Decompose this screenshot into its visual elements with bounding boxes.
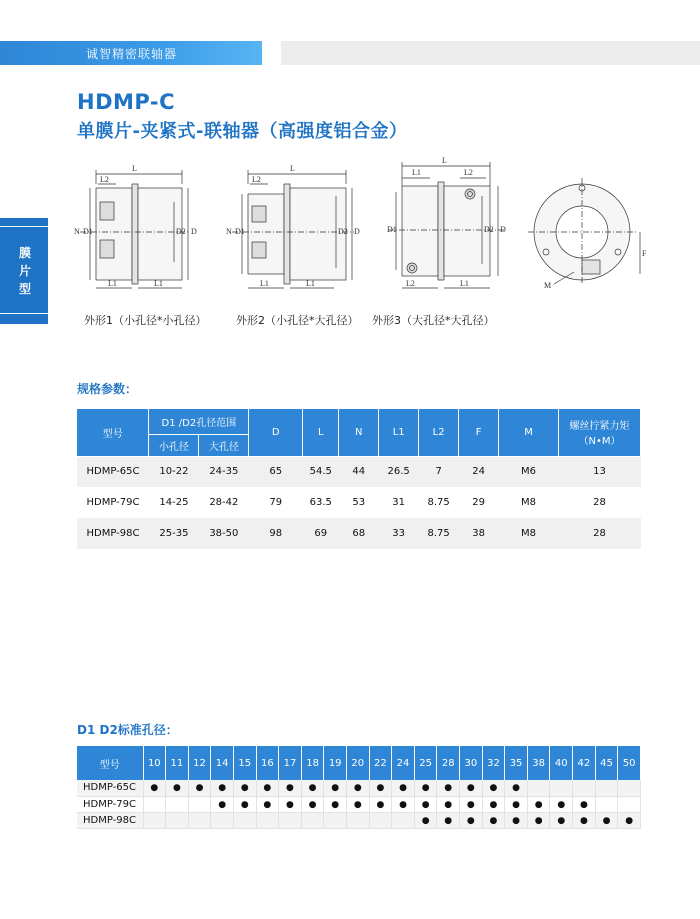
svg-text:D1: D1 [83, 227, 93, 236]
svg-text:L: L [132, 164, 137, 173]
availability-dot: ● [240, 783, 249, 794]
svg-text:L2: L2 [252, 175, 261, 184]
bore-cell [143, 796, 166, 812]
table-row [77, 812, 641, 828]
table-row: HDMP-65C 10-22 24-35 65 54.5 44 26.5 7 24 M6 13 [77, 456, 641, 487]
bore-size-19: 19 [324, 746, 347, 780]
bore-cell [460, 780, 483, 796]
availability-dot: ● [534, 815, 543, 826]
availability-dot: ● [421, 783, 430, 794]
bore-size-11: 11 [166, 746, 189, 780]
header-N: N [339, 409, 379, 456]
bore-cell [233, 780, 256, 796]
bore-size-24: 24 [392, 746, 415, 780]
bore-cell [143, 812, 166, 828]
bore-row-model: HDMP-79C [77, 796, 143, 812]
bore-cell [188, 796, 211, 812]
bore-size-20: 20 [346, 746, 369, 780]
header-L2: L2 [419, 409, 459, 456]
bore-cell [279, 812, 302, 828]
bore-size-12: 12 [188, 746, 211, 780]
bore-cell [346, 812, 369, 828]
availability-dot: ● [466, 783, 475, 794]
bore-cell [618, 796, 641, 812]
drawing-end-view [528, 176, 658, 296]
bore-cell [188, 812, 211, 828]
header-F: F [459, 409, 499, 456]
svg-text:L1: L1 [154, 279, 163, 288]
availability-dot: ● [286, 783, 294, 794]
bore-cell [369, 812, 392, 828]
bore-cell [324, 780, 347, 796]
availability-dot: ● [625, 815, 634, 826]
availability-dot: ● [308, 783, 317, 794]
bore-cell [527, 780, 550, 796]
svg-text:M: M [544, 281, 552, 290]
bore-cell [527, 796, 550, 812]
bore-size-10: 10 [143, 746, 166, 780]
bore-row-model: HDMP-65C [77, 780, 143, 796]
availability-dot: ● [489, 799, 498, 810]
side-tab-label: 膜 片 型 [18, 246, 31, 296]
table-row [77, 796, 641, 812]
bore-cell [256, 796, 279, 812]
bore-size-25: 25 [414, 746, 437, 780]
bore-cell [301, 796, 324, 812]
header-L: L [303, 409, 339, 456]
caption-form-2: 外形2（小孔径*大孔径） [236, 314, 359, 327]
bore-cell [550, 796, 573, 812]
bore-size-16: 16 [256, 746, 279, 780]
bore-size-22: 22 [369, 746, 392, 780]
availability-dot: ● [557, 799, 566, 810]
availability-dot: ● [489, 783, 498, 794]
page-subtitle: 单膜片-夹紧式-联轴器（高强度铝合金） [77, 121, 408, 142]
availability-dot: ● [512, 815, 520, 826]
availability-dot: ● [195, 783, 204, 794]
bore-cell [279, 780, 302, 796]
availability-dot: ● [286, 799, 294, 810]
bore-cell [369, 780, 392, 796]
bore-cell [256, 812, 279, 828]
availability-dot: ● [263, 799, 272, 810]
bore-cell [437, 812, 460, 828]
header-small-bore: 小孔径 [149, 434, 199, 456]
availability-dot: ● [421, 815, 430, 826]
svg-text:D: D [191, 227, 197, 236]
table-row: HDMP-79C 14-25 28-42 79 63.5 53 31 8.75 29 M8 28 [77, 487, 641, 518]
availability-dot: ● [466, 799, 475, 810]
svg-text:D2: D2 [176, 227, 186, 236]
availability-dot: ● [376, 783, 385, 794]
svg-text:D: D [354, 227, 360, 236]
availability-dot: ● [331, 799, 340, 810]
header-gray-bar [281, 41, 700, 65]
bore-cell [211, 780, 234, 796]
availability-dot: ● [512, 799, 520, 810]
caption-form-3: 外形3（大孔径*大孔径） [372, 314, 495, 327]
bore-cell [595, 812, 618, 828]
svg-text:F: F [642, 249, 647, 258]
availability-dot: ● [602, 815, 611, 826]
header-torque: 螺丝拧紧力矩 （N•M） [558, 409, 640, 456]
bore-cell [573, 796, 596, 812]
bore-size-35: 35 [505, 746, 528, 780]
bore-cell [618, 812, 641, 828]
bore-cell [392, 812, 415, 828]
bore-cell [166, 780, 189, 796]
availability-dot: ● [263, 783, 272, 794]
bore-row-model: HDMP-98C [77, 812, 143, 828]
bore-cell [460, 796, 483, 812]
bore-cell [437, 780, 460, 796]
drawing-form-3 [380, 152, 515, 302]
svg-text:D2: D2 [484, 225, 494, 234]
header-model: 型号 [77, 409, 149, 456]
svg-text:N: N [74, 227, 80, 236]
availability-dot: ● [376, 799, 385, 810]
bore-cell [279, 796, 302, 812]
bore-cell [301, 812, 324, 828]
bore-cell [550, 780, 573, 796]
brand-bar [0, 41, 262, 65]
bore-size-17: 17 [279, 746, 302, 780]
availability-dot: ● [579, 799, 588, 810]
bore-size-50: 50 [618, 746, 641, 780]
bore-cell [256, 780, 279, 796]
drawing-form-2 [222, 162, 362, 302]
availability-dot: ● [218, 799, 227, 810]
bore-size-18: 18 [301, 746, 324, 780]
availability-dot: ● [444, 815, 453, 826]
bore-cell [414, 780, 437, 796]
bore-cell [233, 796, 256, 812]
bore-cell [233, 812, 256, 828]
bore-cell [482, 780, 505, 796]
header-L1: L1 [379, 409, 419, 456]
spec-table [77, 409, 641, 549]
bore-size-42: 42 [573, 746, 596, 780]
bore-cell [324, 812, 347, 828]
bore-cell [573, 780, 596, 796]
header-M: M [499, 409, 559, 456]
header-bore-range: D1 /D2孔径范围 [149, 409, 249, 434]
availability-dot: ● [150, 783, 159, 794]
bore-cell [595, 796, 618, 812]
bore-header-model: 型号 [77, 746, 143, 780]
spec-section-label: 规格参数： [77, 382, 138, 396]
bore-cell [346, 780, 369, 796]
svg-text:L1: L1 [306, 279, 315, 288]
bore-size-38: 38 [527, 746, 550, 780]
header-large-bore: 大孔径 [199, 434, 249, 456]
bore-cell [346, 796, 369, 812]
bore-cell [166, 812, 189, 828]
bore-size-14: 14 [211, 746, 234, 780]
svg-text:D: D [500, 225, 506, 234]
availability-dot: ● [444, 783, 453, 794]
brand-name: 诚智精密联轴器 [86, 47, 178, 61]
availability-dot: ● [218, 783, 227, 794]
caption-form-1: 外形1（小孔径*小孔径） [84, 314, 207, 327]
availability-dot: ● [512, 783, 520, 794]
page-title: HDMP-C [77, 90, 176, 114]
availability-dot: ● [557, 815, 566, 826]
bore-size-40: 40 [550, 746, 573, 780]
svg-text:L: L [442, 156, 447, 165]
drawing-form-1 [70, 162, 200, 302]
bore-cell [527, 812, 550, 828]
bore-cell [414, 796, 437, 812]
table-row [77, 780, 641, 796]
bore-cell [437, 796, 460, 812]
bore-cell [392, 780, 415, 796]
svg-text:L2: L2 [406, 279, 415, 288]
svg-text:L2: L2 [100, 175, 109, 184]
availability-dot: ● [579, 815, 588, 826]
bore-cell [505, 796, 528, 812]
bore-size-15: 15 [233, 746, 256, 780]
svg-text:L2: L2 [464, 168, 473, 177]
bore-section-label: D1 D2标准孔径： [77, 723, 178, 737]
bore-cell [550, 812, 573, 828]
bore-cell [482, 812, 505, 828]
svg-text:D1: D1 [387, 225, 397, 234]
svg-text:D1: D1 [235, 227, 245, 236]
bore-size-32: 32 [482, 746, 505, 780]
availability-dot: ● [240, 799, 249, 810]
bore-cell [573, 812, 596, 828]
bore-cell [369, 796, 392, 812]
availability-dot: ● [489, 815, 498, 826]
bore-cell [505, 812, 528, 828]
availability-dot: ● [534, 799, 543, 810]
header-D: D [249, 409, 303, 456]
availability-dot: ● [466, 815, 475, 826]
bore-cell [324, 796, 347, 812]
availability-dot: ● [399, 783, 407, 794]
availability-dot: ● [421, 799, 430, 810]
bore-cell [301, 780, 324, 796]
bore-cell [505, 780, 528, 796]
svg-text:D2: D2 [338, 227, 348, 236]
svg-text:L1: L1 [412, 168, 421, 177]
availability-dot: ● [172, 783, 181, 794]
svg-text:L1: L1 [460, 279, 469, 288]
availability-dot: ● [353, 799, 362, 810]
svg-text:L1: L1 [260, 279, 269, 288]
bore-size-28: 28 [437, 746, 460, 780]
bore-cell [143, 780, 166, 796]
availability-dot: ● [308, 799, 317, 810]
bore-cell [618, 780, 641, 796]
bore-cell [482, 796, 505, 812]
bore-cell [166, 796, 189, 812]
bore-size-45: 45 [595, 746, 618, 780]
bore-size-30: 30 [460, 746, 483, 780]
availability-dot: ● [399, 799, 407, 810]
bore-cell [211, 796, 234, 812]
table-row: HDMP-98C 25-35 38-50 98 69 68 33 8.75 38 M8 28 [77, 518, 641, 549]
availability-dot: ● [353, 783, 362, 794]
bore-table [77, 746, 641, 829]
availability-dot: ● [331, 783, 340, 794]
svg-text:N: N [226, 227, 232, 236]
availability-dot: ● [444, 799, 453, 810]
bore-cell [188, 780, 211, 796]
bore-cell [460, 812, 483, 828]
bore-cell [392, 796, 415, 812]
bore-cell [595, 780, 618, 796]
bore-cell [211, 812, 234, 828]
svg-text:L1: L1 [108, 279, 117, 288]
bore-cell [414, 812, 437, 828]
svg-text:L: L [290, 164, 295, 173]
